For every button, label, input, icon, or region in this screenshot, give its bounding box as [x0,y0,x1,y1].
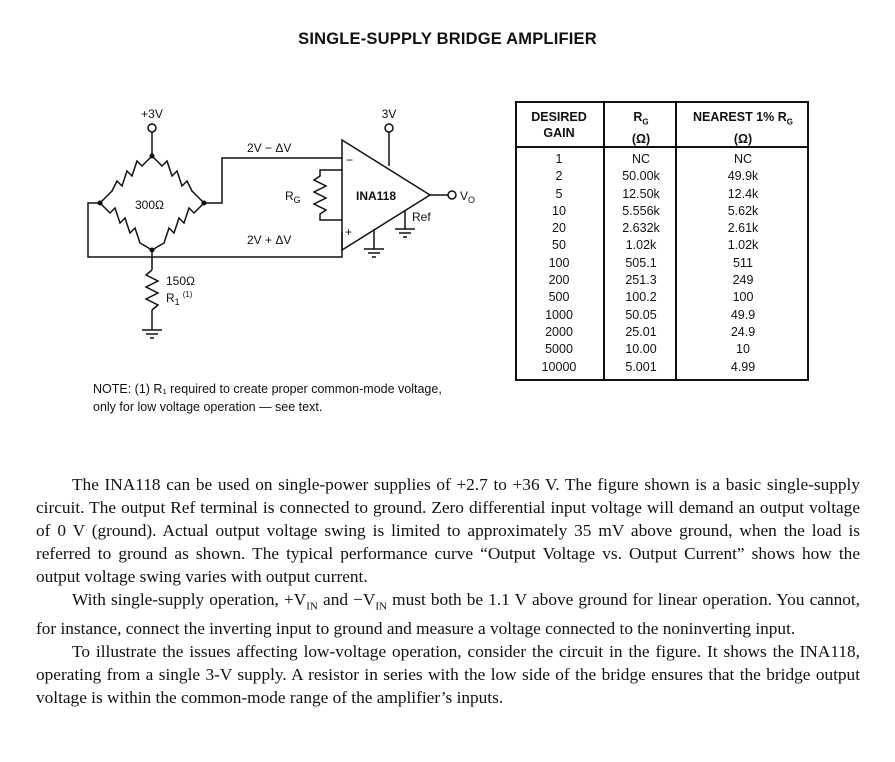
input-minus-label: 2V − ΔV [247,141,292,155]
gain-values [517,151,601,376]
rg-label: $R_G$ [285,189,301,205]
table-cell: 50.00k [622,169,660,184]
paragraph-2: With single-supply operation, $+V_{IN}$ and $-V_{IN}$ must both be 1.1 V above ground for linear operation. You cannot, for instance, connect the inverting input to ground and measure a voltage connected to the noninverting input. [36,589,860,638]
table-cell: 5.62k [727,203,759,218]
minus-sign: − [346,153,354,167]
table-cell: 10000 [541,359,577,374]
table-cell: 10.00 [625,342,657,357]
output-label: $V_O$ [460,189,476,205]
table-cell: 2 [555,169,563,184]
input-plus-label: 2V + ΔV [247,233,292,247]
table-cell: 505.1 [625,255,657,270]
rg-values [605,151,677,376]
column-nearest-rg [675,103,809,379]
table-cell: 100 [548,255,570,270]
table-cell: 50.05 [625,307,657,322]
table-cell: 5000 [545,342,573,357]
table-cell: 100 [732,290,754,305]
plus-sign: + [345,225,353,239]
circuit-diagram [0,0,520,380]
ref-label: Ref [412,210,431,224]
bridge-resistor-label: 300Ω [135,198,164,212]
table-cell: 2.632k [622,221,660,236]
column-rg [603,103,677,379]
table-cell: 511 [733,255,753,270]
figure-note [93,380,442,416]
note-line-1: NOTE: (1) R₁ required to create proper common-mode voltage, [93,382,442,396]
table-cell: 5 [555,186,563,201]
table-cell: 251.3 [625,273,657,288]
table-cell: 249 [732,273,754,288]
table-cell: 1.02k [625,238,657,253]
amp-name-label: INA118 [356,189,397,203]
table-cell: 49.9k [727,169,759,184]
table-cell: 1 [555,152,563,166]
r1-label: $R_1^{(1)}$ [166,290,193,307]
table-cell: 12.4k [727,186,759,201]
table-cell: NC [733,152,753,166]
supply-amp-label: 3V [381,107,397,121]
table-cell: 10 [552,203,566,218]
table-cell: 10 [736,342,750,357]
table-cell: 5.001 [625,359,657,374]
body-text [36,474,860,710]
page-title: SINGLE-SUPPLY BRIDGE AMPLIFIER [298,30,597,48]
header-nearest-rg: NEAREST 1% $R_G$ (Ω) [692,110,793,146]
gain-table [515,101,809,381]
table-cell: 50 [552,238,566,253]
supply-left-label: +3V [141,107,163,121]
r1-value-label: 150Ω [166,274,195,288]
table-cell: 20 [552,221,566,236]
table-cell: 24.9 [730,324,756,339]
column-desired-gain [517,103,601,379]
table-cell: 1000 [545,307,573,322]
table-cell: 4.99 [730,359,756,374]
table-cell: 2000 [545,324,573,339]
header-rg: $R_G$ (Ω) [631,110,651,146]
table-cell: 5.556k [622,203,660,218]
paragraph-3: To illustrate the issues affecting low-voltage operation, consider the circuit in the figure. It shows the INA118, operating from a single 3-V supply. A resistor in series with the low side of the bridge ensures that the bridge output voltage is within the common-mode range of the amplifier’s inputs. [36,641,860,707]
nearest-rg-values [677,151,809,376]
note-line-2: only for low voltage operation — see text. [93,400,323,414]
table-cell: 49.9 [730,307,756,322]
table-cell: 200 [548,273,570,288]
table-cell: NC [631,152,651,166]
table-cell: 100.2 [625,290,657,305]
table-cell: 2.61k [727,221,759,236]
table-cell: 25.01 [625,324,657,339]
table-cell: 1.02k [727,238,759,253]
paragraph-1: The INA118 can be used on single-power supplies of +2.7 to +36 V. The figure shown is a basic single-supply circuit. The output Ref terminal is connected to ground. Zero differential input voltage will demand an output voltage of 0 V (ground). Actual output voltage swing is limited to approximately 35 mV above ground, when the load is referred to ground as shown. The typical performance curve “Output Voltage vs. Output Current” shows how the output voltage swing varies with output current. [36,475,860,586]
table-cell: 12.50k [622,186,660,201]
header-desired-gain: DESIRED GAIN [531,110,587,140]
table-cell: 500 [548,290,570,305]
